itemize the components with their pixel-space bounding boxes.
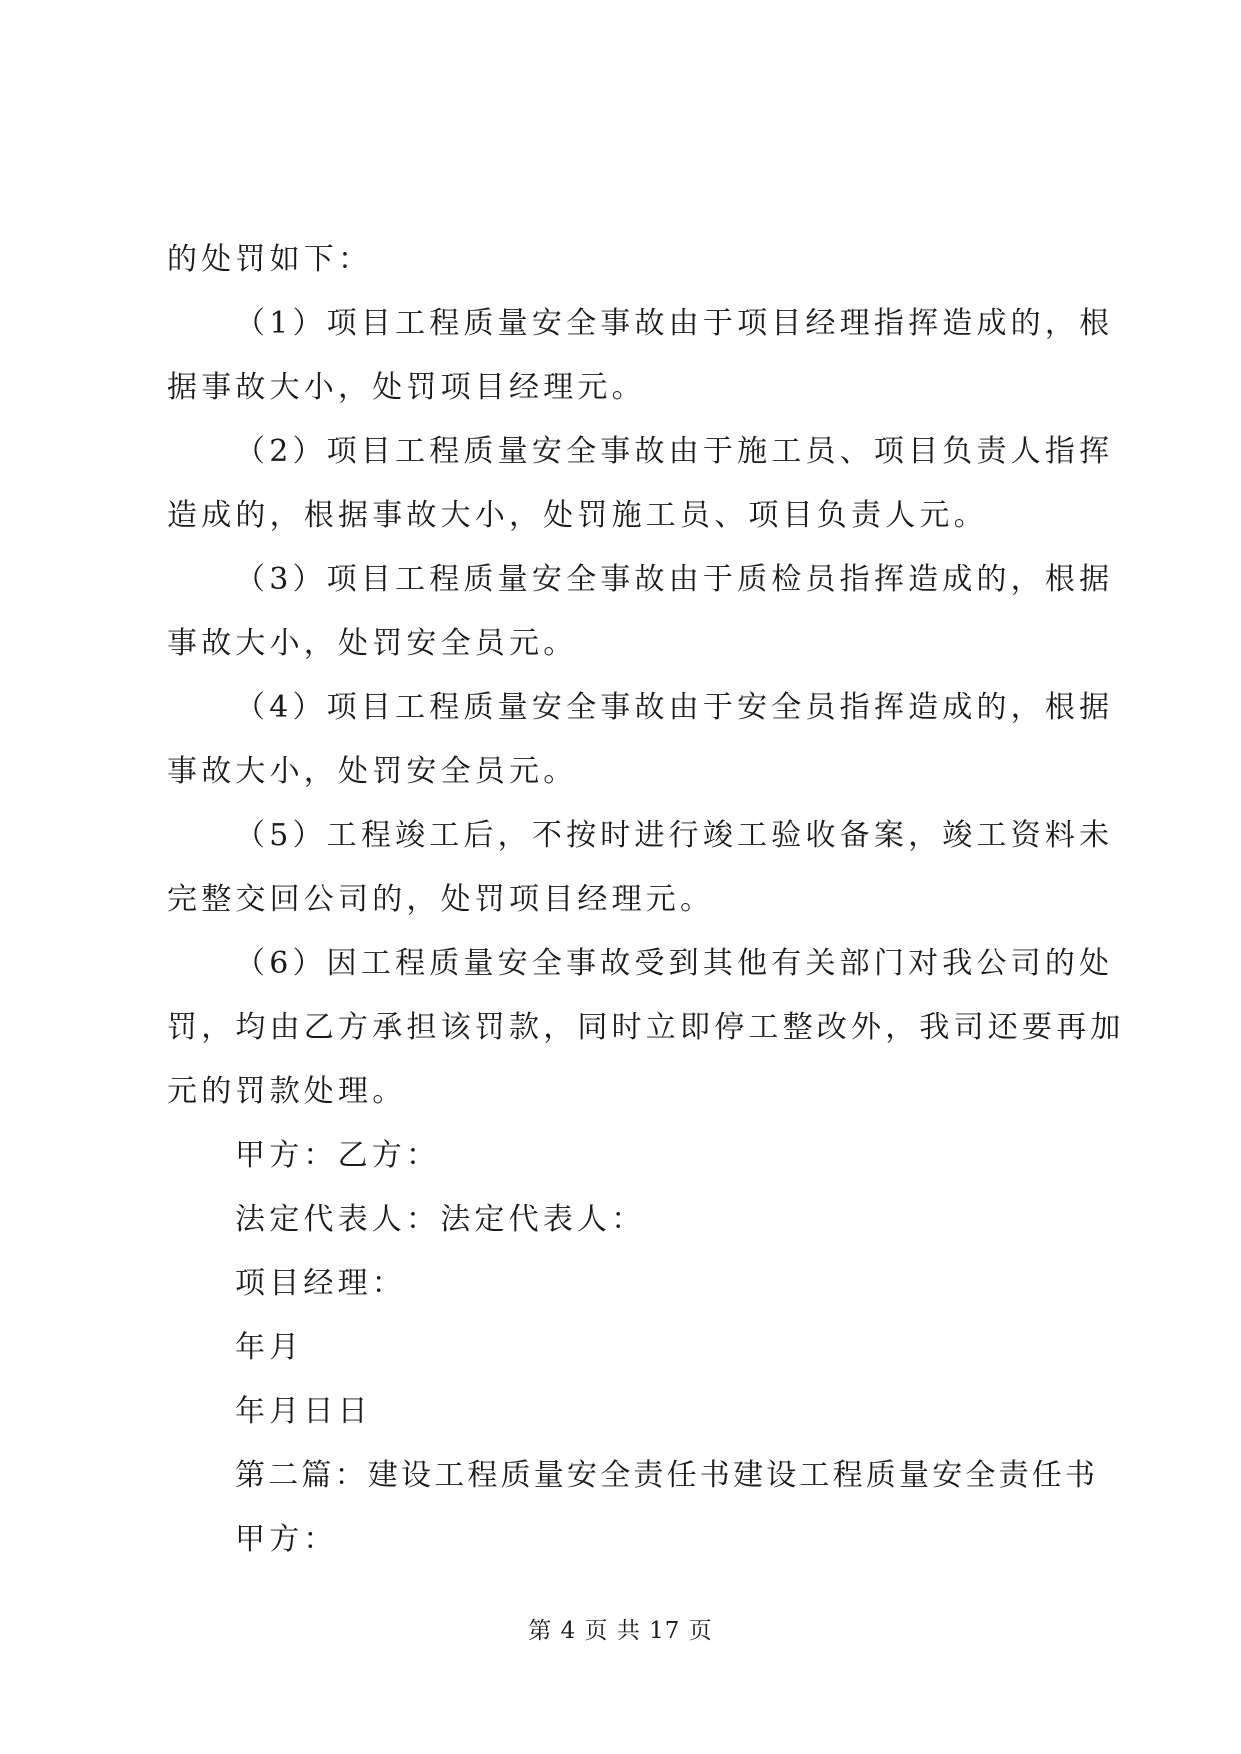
penalty-item-4 xyxy=(167,676,1114,804)
penalty-item-1-line-2: 据事故大小，处罚项目经理元。 xyxy=(167,370,646,405)
date-line-2: 年月日日 xyxy=(235,1394,372,1429)
penalty-item-5-line-1: （5）工程竣工后，不按时进行竣工验收备案，竣工资料未 xyxy=(235,818,1114,853)
next-section-party-a: 甲方： xyxy=(235,1522,338,1557)
document-body xyxy=(167,228,1125,1572)
penalty-item-6-line-3: 元的罚款处理。 xyxy=(167,1074,407,1109)
legal-representatives-line: 法定代表人：法定代表人： xyxy=(235,1202,646,1237)
penalty-item-6 xyxy=(167,932,1125,1124)
penalty-item-4-line-2: 事故大小，处罚安全员元。 xyxy=(167,754,578,789)
parties-line: 甲方：乙方： xyxy=(235,1138,441,1173)
date-line-1: 年月 xyxy=(235,1330,304,1365)
penalty-item-1 xyxy=(167,292,1114,420)
next-section-title: 第二篇：建设工程质量安全责任书建设工程质量安全责任书 xyxy=(235,1458,1099,1493)
penalty-item-6-line-1: （6）因工程质量安全事故受到其他有关部门对我公司的处 xyxy=(235,946,1114,981)
penalty-item-2-line-1: （2）项目工程质量安全事故由于施工员、项目负责人指挥 xyxy=(235,434,1114,469)
penalty-item-2-line-2: 造成的，根据事故大小，处罚施工员、项目负责人元。 xyxy=(167,498,988,533)
intro-line: 的处罚如下： xyxy=(167,242,373,277)
penalty-item-3-line-2: 事故大小，处罚安全员元。 xyxy=(167,626,578,661)
project-manager-line: 项目经理： xyxy=(235,1266,406,1301)
penalty-item-5 xyxy=(167,804,1114,932)
penalty-item-1-line-1: （1）项目工程质量安全事故由于项目经理指挥造成的，根 xyxy=(235,306,1114,341)
penalty-item-5-line-2: 完整交回公司的，处罚项目经理元。 xyxy=(167,882,715,917)
penalty-item-4-line-1: （4）项目工程质量安全事故由于安全员指挥造成的，根据 xyxy=(235,690,1114,725)
penalty-item-3 xyxy=(167,548,1114,676)
page-number-footer: 第 4 页 共 17 页 xyxy=(528,1618,713,1644)
penalty-item-2 xyxy=(167,420,1114,548)
penalty-item-6-line-2: 罚，均由乙方承担该罚款，同时立即停工整改外，我司还要再加 xyxy=(167,1010,1125,1045)
penalty-item-3-line-1: （3）项目工程质量安全事故由于质检员指挥造成的，根据 xyxy=(235,562,1114,597)
